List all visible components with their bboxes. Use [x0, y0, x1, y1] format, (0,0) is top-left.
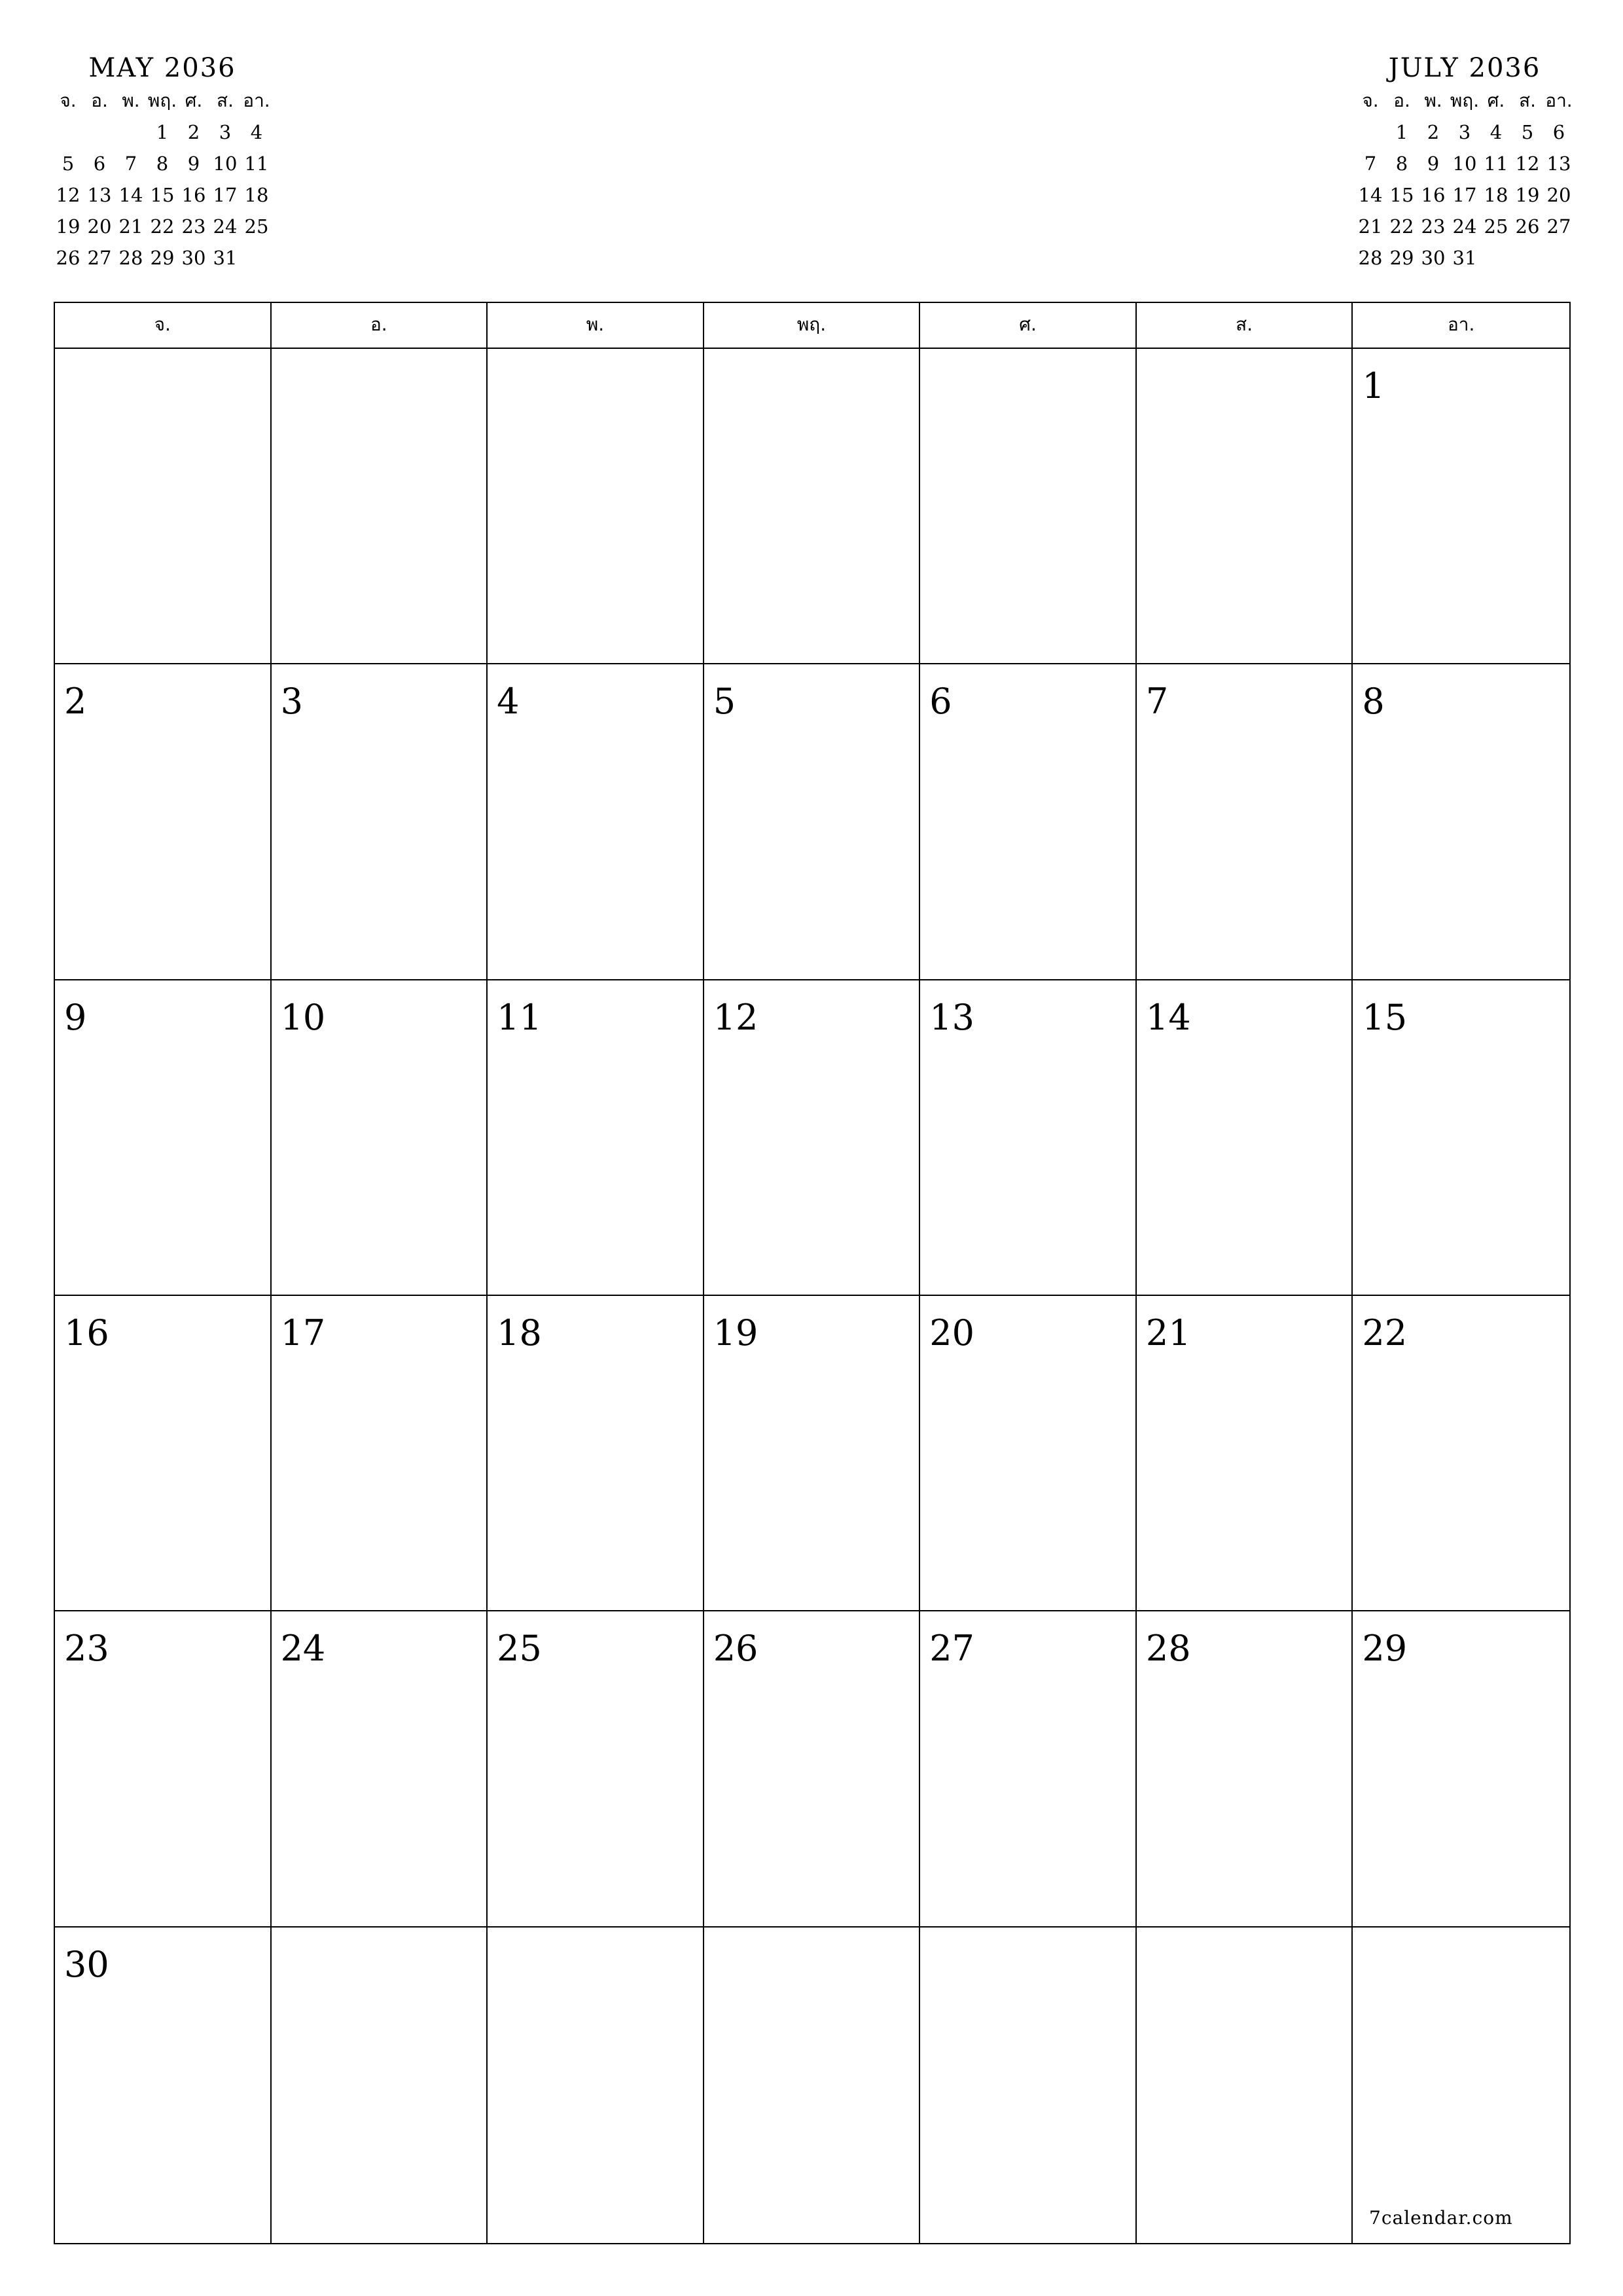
day-cell — [1353, 1296, 1569, 1611]
mini-day: 9 — [187, 152, 200, 175]
day-cell — [920, 1611, 1137, 1927]
mini-day: 18 — [1484, 184, 1508, 206]
mini-day — [241, 242, 272, 274]
mini-day: 5 — [62, 152, 75, 175]
day-cell — [704, 1611, 921, 1927]
day-number: 27 — [929, 1628, 974, 1670]
day-number: 12 — [713, 996, 758, 1038]
day-cell — [1137, 664, 1353, 980]
mini-weekday-label: อ. — [91, 90, 108, 111]
mini-day: 26 — [56, 247, 80, 269]
mini-day: 24 — [213, 215, 238, 238]
mini-day — [115, 117, 147, 148]
day-number: 15 — [1362, 996, 1408, 1038]
day-cell — [1353, 349, 1569, 664]
mini-day: 30 — [1421, 247, 1446, 269]
day-number: 22 — [1362, 1312, 1408, 1354]
day-number: 18 — [497, 1312, 542, 1354]
mini-day: 10 — [213, 152, 238, 175]
day-number: 5 — [713, 681, 736, 723]
mini-calendar-title: MAY 2036 — [88, 53, 236, 83]
day-number: 30 — [64, 1943, 109, 1985]
mini-day — [84, 117, 115, 148]
mini-day: 1 — [156, 121, 169, 143]
mini-day — [52, 117, 84, 148]
day-number: 8 — [1362, 681, 1385, 723]
mini-day: 29 — [1389, 247, 1414, 269]
mini-weekday-label: พ. — [1424, 90, 1442, 111]
day-number: 1 — [1362, 365, 1385, 406]
day-cell — [1137, 1296, 1353, 1611]
day-number: 20 — [929, 1312, 974, 1354]
day-number: 14 — [1145, 996, 1191, 1038]
mini-weekday-label: พฤ. — [147, 90, 177, 111]
day-number: 26 — [713, 1628, 758, 1670]
day-cell — [488, 664, 704, 980]
day-number: 7 — [1145, 681, 1169, 723]
mini-weekday-label: ศ. — [185, 90, 203, 111]
mini-day: 20 — [87, 215, 112, 238]
mini-day: 7 — [124, 152, 137, 175]
day-cell — [1353, 1611, 1569, 1927]
mini-day: 9 — [1427, 152, 1440, 175]
mini-day: 30 — [181, 247, 206, 269]
mini-calendar-previous — [52, 51, 272, 274]
mini-day: 15 — [150, 184, 175, 206]
day-number: 24 — [280, 1628, 326, 1670]
day-cell — [1137, 349, 1353, 664]
weekday-header: จ. — [55, 303, 272, 348]
mini-day: 14 — [1358, 184, 1383, 206]
mini-day: 2 — [1427, 121, 1440, 143]
mini-day: 4 — [1489, 121, 1503, 143]
day-number: 4 — [497, 681, 520, 723]
day-number: 29 — [1362, 1628, 1408, 1670]
weekday-header: พฤ. — [704, 303, 921, 348]
day-cell — [488, 1296, 704, 1611]
mini-day: 31 — [213, 247, 238, 269]
day-cell — [55, 1296, 272, 1611]
mini-day: 21 — [1358, 215, 1383, 238]
mini-day: 23 — [1421, 215, 1446, 238]
day-cell — [704, 1928, 921, 2243]
mini-day: 7 — [1364, 152, 1377, 175]
mini-calendar-title: JULY 2036 — [1388, 53, 1541, 83]
mini-weekday-label: ส. — [217, 90, 234, 111]
mini-day: 22 — [150, 215, 175, 238]
mini-calendar-grid — [52, 85, 272, 274]
day-cell — [920, 1928, 1137, 2243]
mini-day: 16 — [1421, 184, 1446, 206]
mini-day: 15 — [1389, 184, 1414, 206]
day-cell — [704, 1296, 921, 1611]
mini-day: 24 — [1452, 215, 1477, 238]
mini-day: 28 — [1358, 247, 1383, 269]
day-number: 19 — [713, 1312, 758, 1354]
mini-weekday-label: ศ. — [1487, 90, 1505, 111]
mini-day: 25 — [244, 215, 269, 238]
weekday-header: ส. — [1137, 303, 1353, 348]
day-number: 6 — [929, 681, 952, 723]
day-cell — [272, 349, 488, 664]
day-number: 17 — [280, 1312, 326, 1354]
day-cell — [272, 664, 488, 980]
mini-day: 6 — [93, 152, 106, 175]
mini-day: 14 — [118, 184, 143, 206]
mini-day: 21 — [118, 215, 143, 238]
mini-calendar-grid — [1355, 85, 1575, 274]
day-cell — [704, 664, 921, 980]
weekday-header: พ. — [488, 303, 704, 348]
mini-weekday-label: อา. — [1545, 90, 1573, 111]
day-cell — [55, 664, 272, 980]
mini-day: 6 — [1552, 121, 1565, 143]
mini-day: 19 — [1515, 184, 1540, 206]
day-cell — [55, 980, 272, 1296]
mini-weekday-label: จ. — [1362, 90, 1379, 111]
day-cell — [1137, 980, 1353, 1296]
weekday-header: อา. — [1447, 314, 1475, 335]
mini-day: 27 — [1546, 215, 1571, 238]
mini-day: 18 — [244, 184, 269, 206]
mini-day: 17 — [213, 184, 238, 206]
mini-day: 8 — [156, 152, 169, 175]
mini-day: 13 — [1546, 152, 1571, 175]
day-cell — [920, 349, 1137, 664]
day-cell — [488, 349, 704, 664]
mini-weekday-label: จ. — [60, 90, 77, 111]
day-number: 28 — [1145, 1628, 1191, 1670]
mini-day — [1355, 117, 1386, 148]
day-cell — [55, 349, 272, 664]
mini-weekday-label: อ. — [1393, 90, 1410, 111]
day-cell — [272, 1928, 488, 2243]
mini-day: 27 — [87, 247, 112, 269]
mini-day: 12 — [1515, 152, 1540, 175]
day-number: 9 — [64, 996, 87, 1038]
day-cell — [704, 980, 921, 1296]
day-cell — [1353, 980, 1569, 1296]
mini-day: 28 — [118, 247, 143, 269]
mini-day: 4 — [250, 121, 263, 143]
mini-weekday-label: พฤ. — [1450, 90, 1480, 111]
mini-day: 31 — [1452, 247, 1477, 269]
day-number: 21 — [1145, 1312, 1191, 1354]
mini-day: 8 — [1395, 152, 1408, 175]
mini-calendar-next — [1355, 51, 1575, 274]
weekday-header-row — [55, 303, 1569, 349]
mini-day: 13 — [87, 184, 112, 206]
mini-weekday-label: อา. — [243, 90, 270, 111]
mini-day: 26 — [1515, 215, 1540, 238]
weeks-grid — [55, 349, 1569, 2243]
mini-day: 3 — [219, 121, 232, 143]
month-grid — [54, 302, 1571, 2244]
day-cell — [920, 664, 1137, 980]
day-cell — [55, 1928, 272, 2243]
day-number: 16 — [64, 1312, 109, 1354]
mini-day: 10 — [1452, 152, 1477, 175]
day-number: 23 — [64, 1628, 109, 1670]
mini-weekday-label: ส. — [1519, 90, 1536, 111]
mini-day: 17 — [1452, 184, 1477, 206]
weekday-header: ศ. — [920, 303, 1137, 348]
day-cell — [1353, 664, 1569, 980]
mini-day: 2 — [187, 121, 200, 143]
day-number: 11 — [497, 996, 542, 1038]
mini-day — [1543, 242, 1575, 274]
day-number: 13 — [929, 996, 974, 1038]
day-cell — [488, 1928, 704, 2243]
mini-weekday-label: พ. — [122, 90, 140, 111]
mini-day: 16 — [181, 184, 206, 206]
day-cell — [1137, 1928, 1353, 2243]
mini-day: 29 — [150, 247, 175, 269]
day-cell — [1137, 1611, 1353, 1927]
day-number: 10 — [280, 996, 326, 1038]
mini-day: 22 — [1389, 215, 1414, 238]
day-cell — [272, 980, 488, 1296]
mini-day — [1512, 242, 1543, 274]
brand-watermark: 7calendar.com — [1369, 2207, 1513, 2229]
mini-day: 5 — [1521, 121, 1534, 143]
day-number: 2 — [64, 681, 87, 723]
weekday-header: อ. — [272, 303, 488, 348]
mini-day: 25 — [1484, 215, 1508, 238]
day-cell — [272, 1296, 488, 1611]
day-number: 25 — [497, 1628, 542, 1670]
mini-day — [1480, 242, 1512, 274]
mini-day: 3 — [1458, 121, 1471, 143]
day-cell — [272, 1611, 488, 1927]
mini-day: 19 — [56, 215, 80, 238]
mini-day: 1 — [1395, 121, 1408, 143]
day-cell — [920, 980, 1137, 1296]
mini-day: 11 — [1484, 152, 1508, 175]
day-cell — [55, 1611, 272, 1927]
mini-day: 12 — [56, 184, 80, 206]
mini-day: 23 — [181, 215, 206, 238]
day-cell — [488, 1611, 704, 1927]
day-cell — [1353, 1928, 1569, 2243]
day-number: 3 — [280, 681, 303, 723]
day-cell — [488, 980, 704, 1296]
mini-day: 11 — [244, 152, 269, 175]
mini-day: 20 — [1546, 184, 1571, 206]
day-cell — [920, 1296, 1137, 1611]
day-cell — [704, 349, 921, 664]
